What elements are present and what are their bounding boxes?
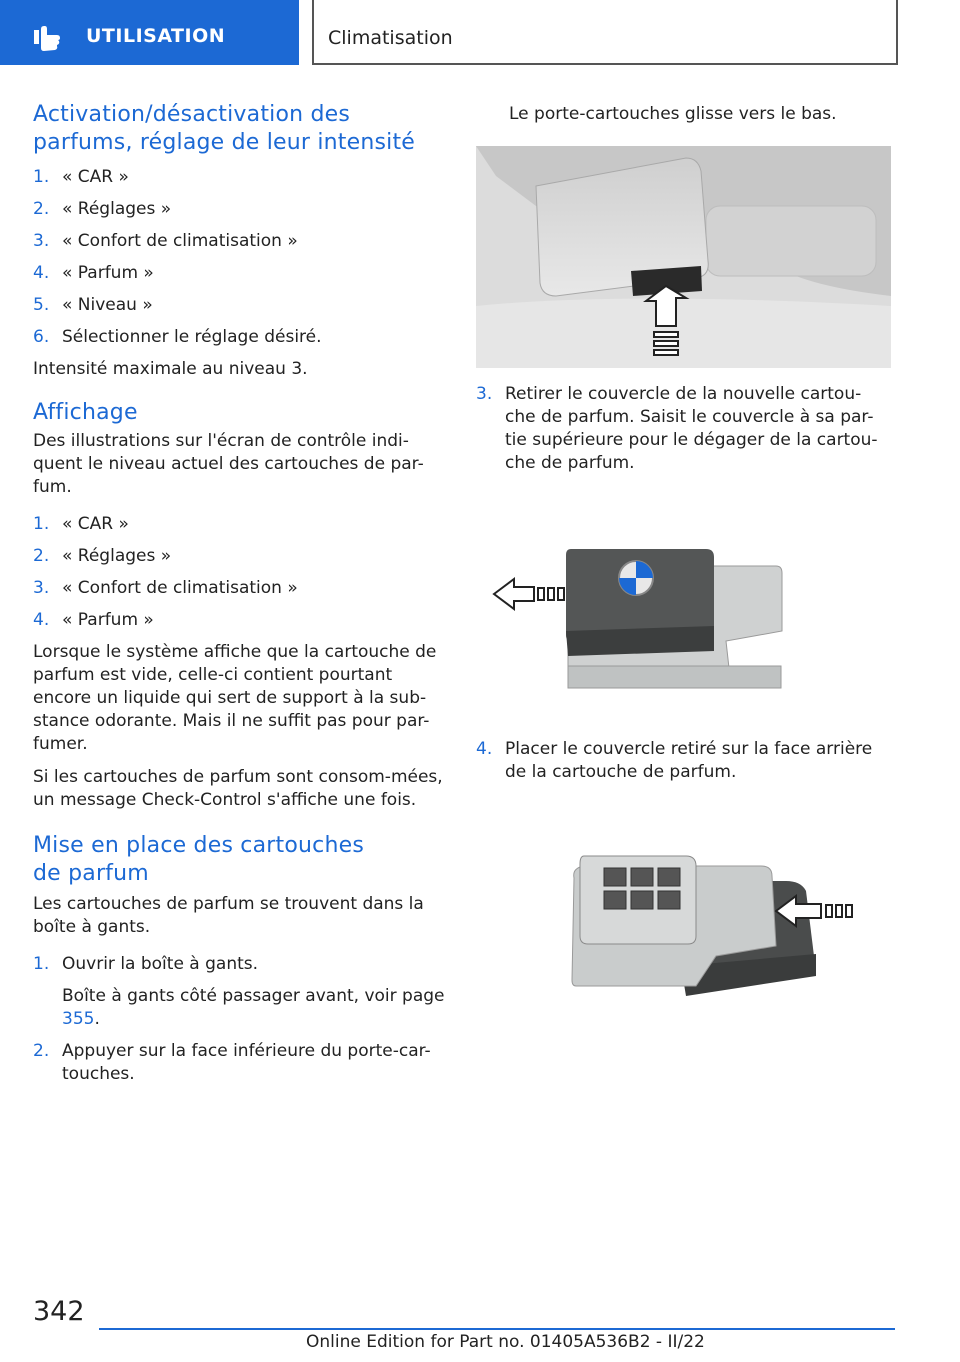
list-item-sub: Boîte à gants côté passager avant, voir page 355.	[62, 986, 445, 1029]
chapter-title: Climatisation	[328, 27, 453, 49]
list-item: 1. « CAR »	[33, 514, 129, 534]
list-item: 1. « CAR »	[33, 167, 129, 187]
list-item: 1. Ouvrir la boîte à gants.	[33, 954, 259, 974]
left-column	[33, 100, 448, 1086]
chapter-header	[312, 0, 898, 65]
empty-cartridge-paragraph: Lorsque le système affiche que la cartouche de parfum est vide, celle-ci contient pourtant encore un liquide qui sert de support à la sub-stance odorante. Mais il ne suffit pas pour par-fumer.	[33, 642, 437, 754]
place-cover-illustration	[476, 796, 891, 1026]
mise-en-place-steps	[33, 953, 448, 1086]
list-item: 3. « Confort de climatisation »	[33, 578, 298, 598]
page-number: 342	[33, 1296, 85, 1327]
hand-pointer-icon	[30, 24, 64, 54]
list-item: 3. « Confort de climatisation »	[33, 231, 298, 251]
section-label: UTILISATION	[86, 25, 226, 47]
page-link[interactable]: 355	[62, 1009, 95, 1029]
list-item: 3. Retirer le couvercle de la nouvelle cartou-che de parfum. Saisit le couvercle à sa par-tie supérieure pour le dégager de la cartou-che de parfum.	[476, 384, 878, 473]
continued-text: Le porte-cartouches glisse vers le bas.	[509, 104, 837, 124]
list-item: 4. Placer le couvercle retiré sur la face arrière de la cartouche de parfum.	[476, 739, 873, 782]
list-item: 4. « Parfum »	[33, 263, 154, 283]
mise-en-place-intro: Les cartouches de parfum se trouvent dans la boîte à gants.	[33, 894, 424, 937]
list-item: 2. « Réglages »	[33, 546, 172, 566]
list-item: 5. « Niveau »	[33, 295, 153, 315]
list-item: 6. Sélectionner le réglage désiré.	[33, 327, 322, 347]
list-item: 2. Appuyer sur la face inférieure du porte-car-touches.	[33, 1041, 431, 1084]
edition-footer: Online Edition for Part no. 01405A536B2 - II/22	[306, 1332, 705, 1352]
affichage-intro: Des illustrations sur l'écran de contrôle indi-quent le niveau actuel des cartouches de par-fum.	[33, 431, 424, 497]
section-heading-mise-en-place: Mise en place des cartouches de parfum	[33, 833, 364, 886]
section-heading-activation: Activation/désactivation des parfums, réglage de leur intensité	[33, 102, 416, 155]
affichage-steps	[33, 513, 448, 632]
right-steps-2	[476, 738, 891, 784]
remove-cover-illustration	[476, 491, 891, 723]
list-item: 4. « Parfum »	[33, 610, 154, 630]
section-heading-affichage: Affichage	[33, 400, 138, 425]
intensity-note: Intensité maximale au niveau 3.	[33, 359, 308, 379]
footer-divider	[99, 1328, 895, 1330]
check-control-paragraph: Si les cartouches de parfum sont consom-mées, un message Check-Control s'affiche une fois.	[33, 767, 443, 810]
right-steps	[476, 383, 891, 475]
activation-steps	[33, 166, 448, 349]
list-item: 2. « Réglages »	[33, 199, 172, 219]
section-tab[interactable]	[0, 0, 299, 65]
cartridge-holder-illustration	[476, 146, 891, 368]
right-column	[476, 100, 891, 1026]
